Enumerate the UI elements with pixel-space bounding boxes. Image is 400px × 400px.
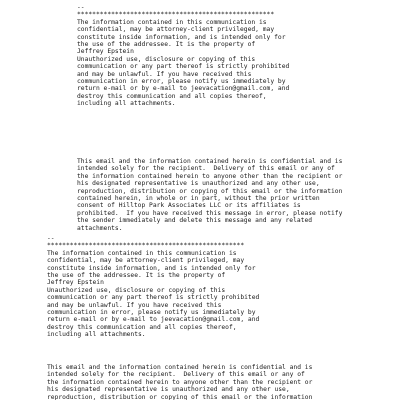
confidentiality-signature-block: -- **************************************************** The information contained in this communication is confidential, may be attorney-client privileged, may constitute inside information, and is intended only for the use of the addressee. It is the property of Jeffrey Epstein Unauthorized use, disclosure or copying of this communication or any part thereof is strictly prohibited and may be unlawful. If you have received this communication in error, please notify us immediately by return e-mail or by e-mail to jeevacation@gmail.com, and destroy this communication and all copies thereof, including all attachments. [77,4,290,108]
confidentiality-signature-block: -- **************************************************** The information contained in this communication is confidential, may be attorney-client privileged, may constitute inside information, and is intended only for the use of the addressee. It is the property of Jeffrey Epstein Unauthorized use, disclosure or copying of this communication or any part thereof is strictly prohibited and may be unlawful. If you have received this communication in error, please notify us immediately by return e-mail or by e-mail to jeevacation@gmail.com, and destroy this communication and all copies thereof, including all attachments. [47,235,260,339]
confidentiality-disclaimer-block: This email and the information contained herein is confidential and is intended solely for the recipient. Delivery of this email or any of the information contained herein to anyone other than the recipient or his designated representative is unauthorized and any other use, reproduction, distribution or copying of this email or the information [47,364,313,400]
confidentiality-disclaimer-block: This email and the information contained herein is confidential and is intended solely for the recipient. Delivery of this email or any of the information contained herein to anyone other than the recipient or his designated representative is unauthorized and any other use, reproduction, distribution or copying of this email or the information contained herein, in whole or in part, without the prior written consent of Hilltop Park Associates LLC or its affiliates is prohibited. If you have received this message in error, please notify the sender immediately and delete this message and any related attachments. [77,158,343,232]
